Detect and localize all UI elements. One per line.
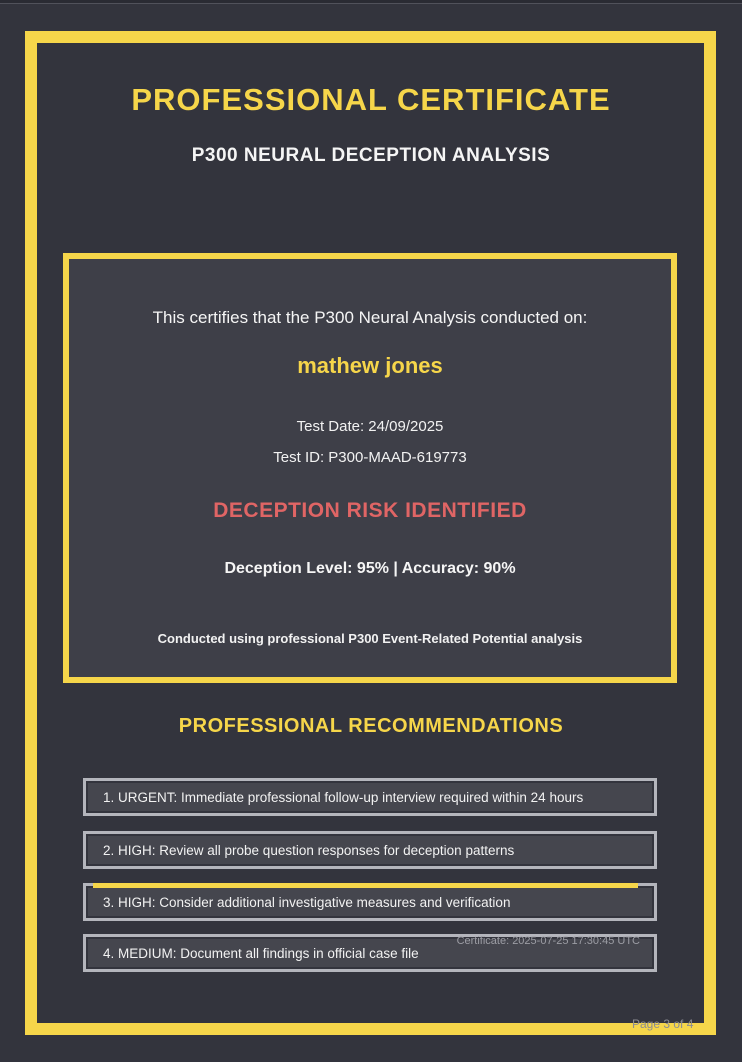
method-note: Conducted using professional P300 Event-Related Potential analysis	[157, 631, 583, 646]
deception-metrics: Deception Level: 95% | Accuracy: 90%	[224, 560, 516, 577]
certificate-subtitle: P300 NEURAL DECEPTION ANALYSIS	[191, 145, 551, 166]
recommendation-text: 2. HIGH: Review all probe question responses for deception patterns	[103, 842, 515, 858]
certificate-timestamp: Certificate: 2025-07-25 17:30:45 UTC	[456, 935, 640, 947]
recommendation-item-3	[83, 883, 657, 921]
test-id: Test ID: P300-MAAD-619773	[273, 449, 467, 466]
risk-status: DECEPTION RISK IDENTIFIED	[213, 499, 527, 522]
test-date: Test Date: 24/09/2025	[296, 418, 444, 435]
page-indicator: Page 3 of 4	[632, 1017, 694, 1031]
recommendation-item-1	[83, 778, 657, 816]
recommendation-text: 4. MEDIUM: Document all findings in official case file	[103, 945, 419, 961]
certificate-details-panel	[63, 253, 677, 683]
window-top-edge	[0, 0, 742, 4]
certificate-title: PROFESSIONAL CERTIFICATE	[131, 82, 611, 117]
yellow-divider-stripe	[93, 883, 638, 888]
recommendation-text: 1. URGENT: Immediate professional follow-up interview required within 24 hours	[103, 789, 584, 805]
recommendation-text: 3. HIGH: Consider additional investigative measures and verification	[103, 894, 511, 910]
certifies-statement: This certifies that the P300 Neural Analysis conducted on:	[152, 308, 588, 327]
recommendation-item-2	[83, 831, 657, 869]
recommendations-heading: PROFESSIONAL RECOMMENDATIONS	[178, 715, 564, 737]
subject-name: mathew jones	[297, 353, 443, 378]
